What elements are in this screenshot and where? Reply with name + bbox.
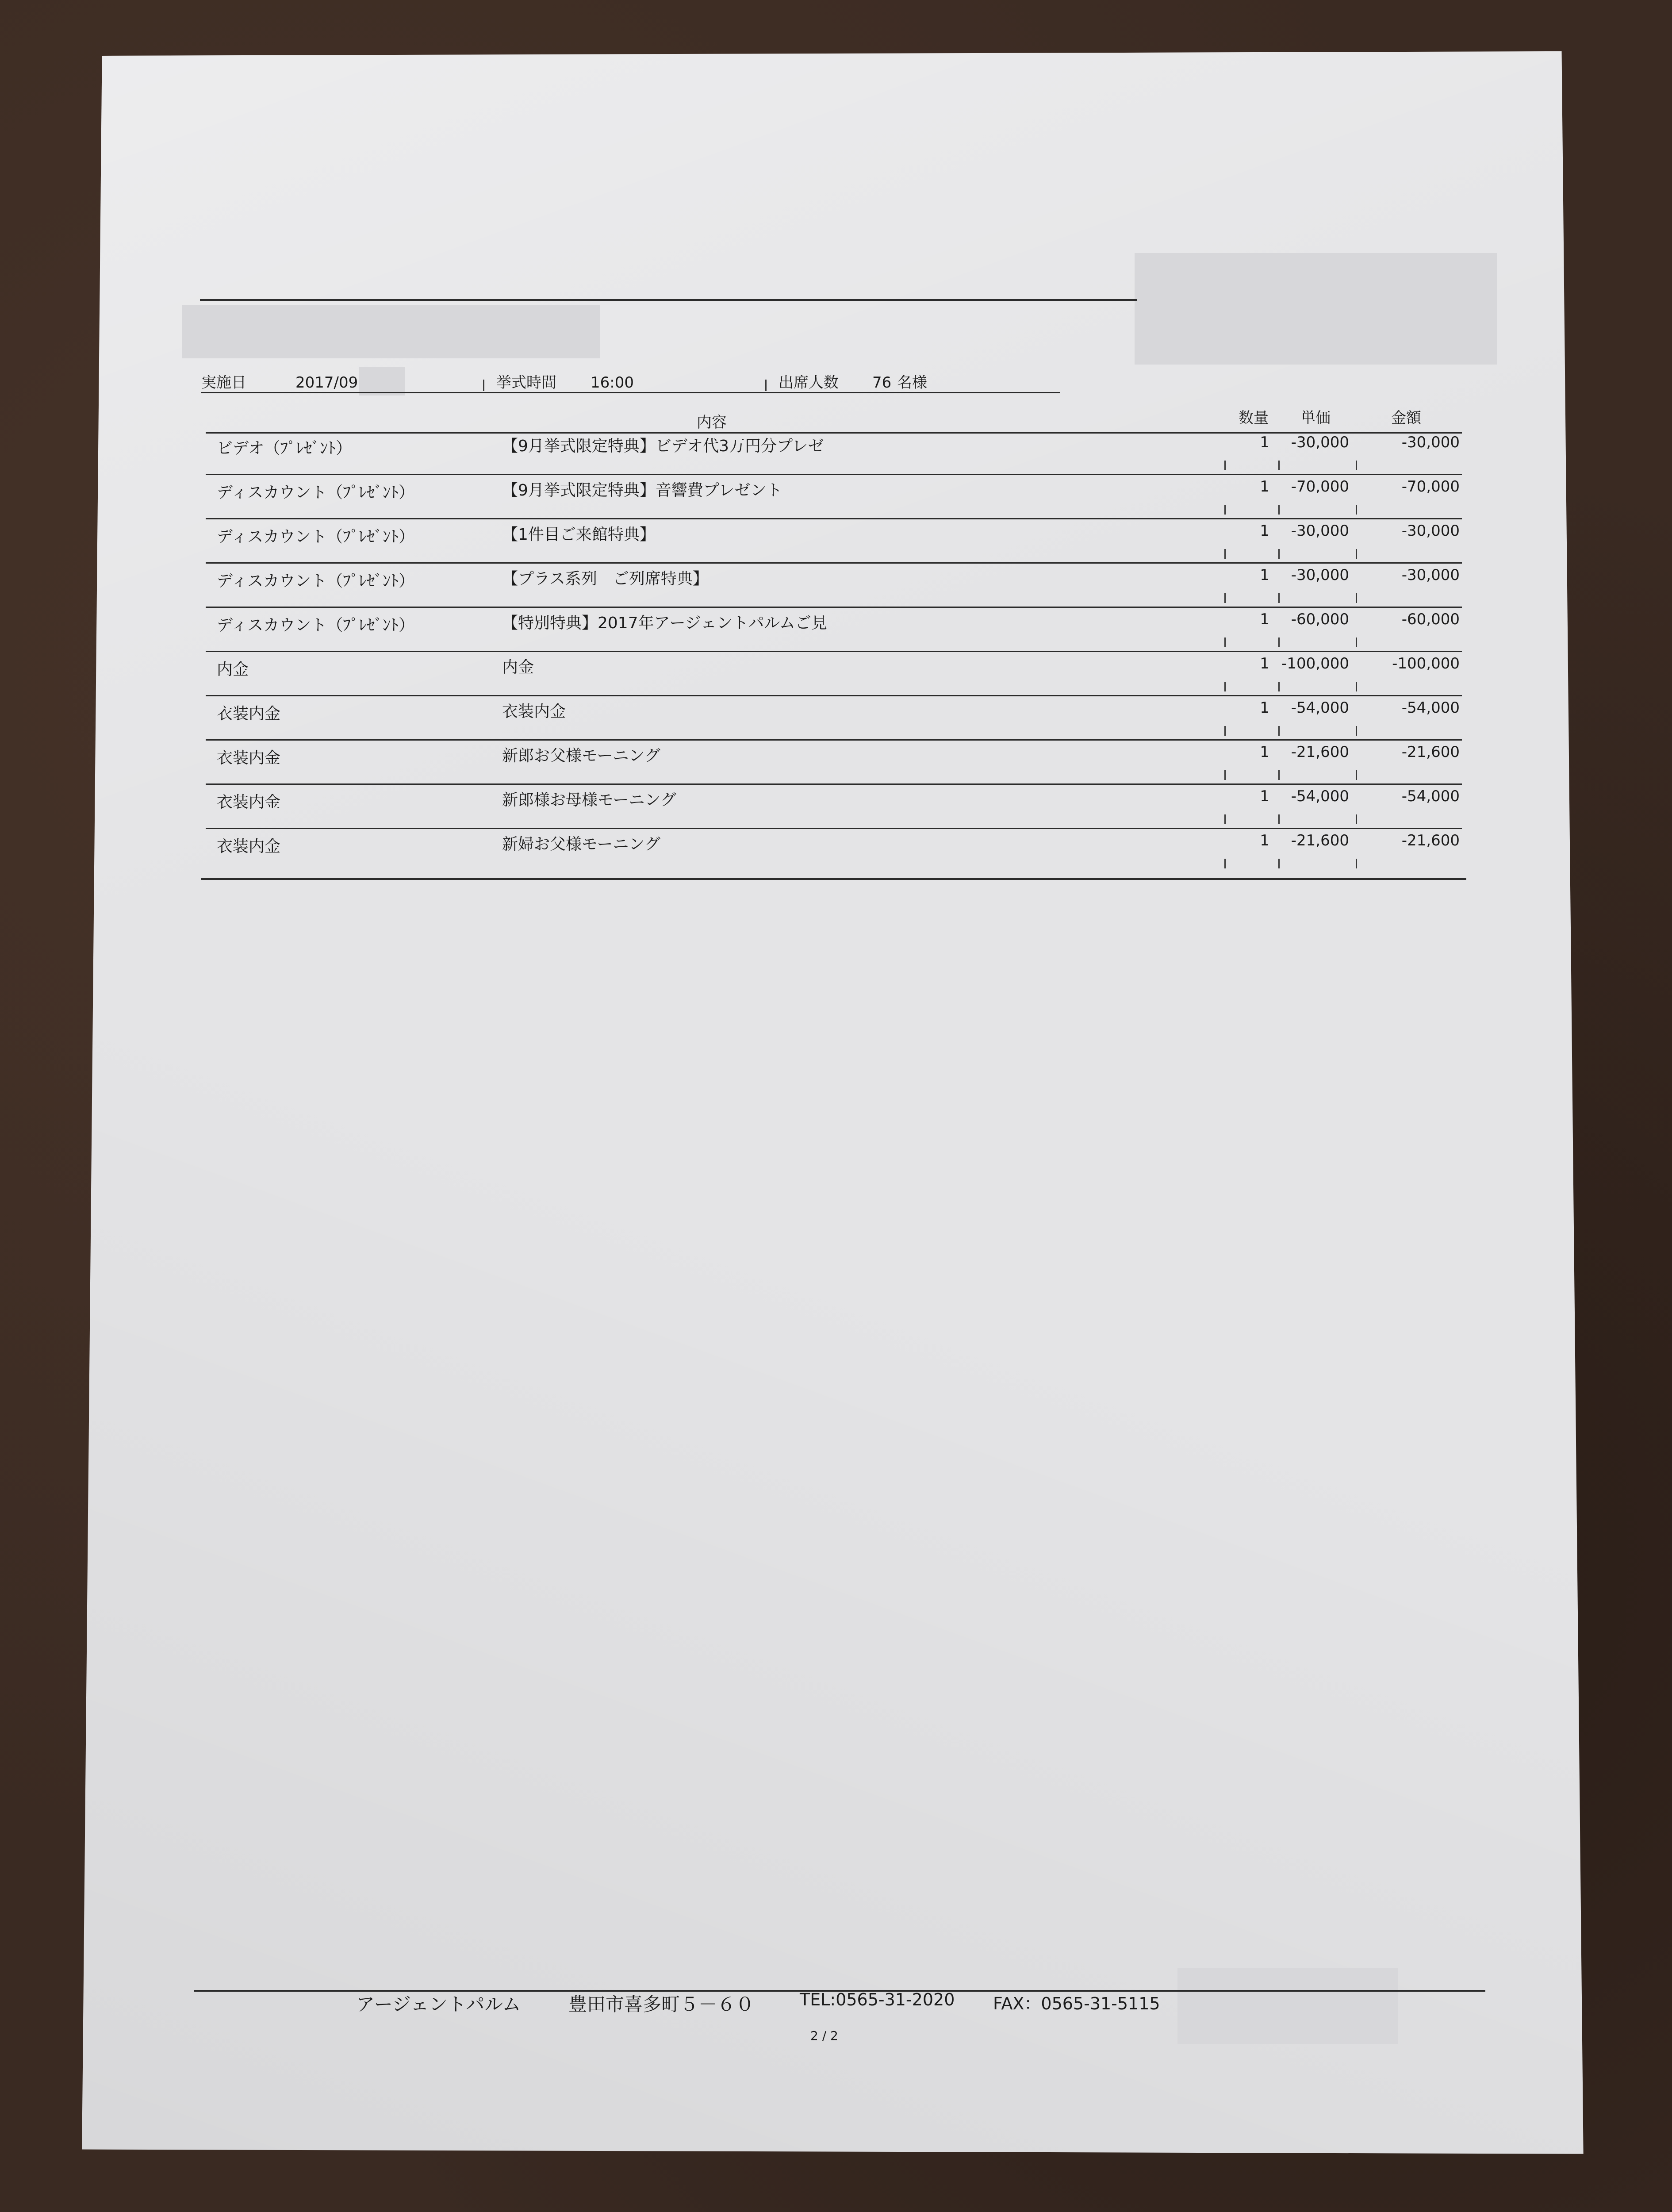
table-row <box>0 613 1672 657</box>
row-amount: -54,000 <box>1401 787 1460 805</box>
table-row <box>0 787 1672 834</box>
row-divider <box>206 562 1462 564</box>
row-divider <box>206 474 1462 475</box>
row-quantity: 1 <box>1260 522 1269 540</box>
row-amount: -100,000 <box>1392 655 1460 672</box>
row-divider <box>206 739 1462 741</box>
table-row <box>0 745 1672 790</box>
row-description: 【特別特典】2017年アージェントパルムご見 <box>502 614 827 632</box>
row-column-tick <box>1278 505 1280 515</box>
row-unit-price: -21,600 <box>1291 832 1349 849</box>
row-amount: -21,600 <box>1401 743 1460 761</box>
row-divider <box>206 695 1462 696</box>
footer-company-name: アージェントパルム <box>356 1993 521 2015</box>
row-column-tick <box>1356 859 1357 868</box>
row-column-tick <box>1356 593 1357 603</box>
row-divider <box>206 518 1462 519</box>
row-column-tick <box>1224 637 1226 647</box>
table-row <box>0 480 1672 524</box>
row-quantity: 1 <box>1260 787 1269 805</box>
column-header-rule <box>206 432 1462 434</box>
row-item-name: ビデオ（ﾌﾟﾚｾﾞﾝﾄ） <box>217 439 352 457</box>
row-item-name: ディスカウント（ﾌﾟﾚｾﾞﾝﾄ） <box>217 484 415 502</box>
row-description: 内金 <box>502 658 534 676</box>
header-separator-1 <box>483 380 484 391</box>
table-row <box>0 657 1672 701</box>
row-item-name: 衣装内金 <box>217 749 281 767</box>
guests-unit: 名様 <box>897 374 927 392</box>
date-label: 実施日 <box>201 374 246 392</box>
row-column-tick <box>1224 682 1226 691</box>
page-number: 2 / 2 <box>810 2028 838 2043</box>
row-description: 衣装内金 <box>502 703 566 721</box>
row-column-tick <box>1356 814 1357 824</box>
row-description: 新郎様お母様モーニング <box>502 791 676 809</box>
row-column-tick <box>1224 461 1226 470</box>
row-description: 新婦お父様モーニング <box>502 835 660 853</box>
ceremony-time-label: 挙式時間 <box>496 374 556 392</box>
row-amount: -21,600 <box>1401 832 1460 849</box>
row-quantity: 1 <box>1260 611 1269 628</box>
row-column-tick <box>1356 770 1357 780</box>
row-amount: -30,000 <box>1401 522 1460 540</box>
redacted-block-title <box>182 305 600 358</box>
row-unit-price: -54,000 <box>1291 699 1349 717</box>
row-quantity: 1 <box>1260 699 1269 717</box>
footer-address: 豊田市喜多町５－６０ <box>568 1993 755 2015</box>
row-column-tick <box>1224 770 1226 780</box>
row-item-name: 内金 <box>217 661 249 679</box>
row-column-tick <box>1356 726 1357 736</box>
row-column-tick <box>1224 726 1226 736</box>
date-value: 2017/09 <box>295 374 358 392</box>
row-unit-price: -100,000 <box>1281 655 1349 672</box>
row-column-tick <box>1224 593 1226 603</box>
row-item-name: ディスカウント（ﾌﾟﾚｾﾞﾝﾄ） <box>217 528 415 546</box>
row-divider <box>206 651 1462 652</box>
row-amount: -70,000 <box>1401 478 1460 495</box>
row-description: 新郎お父様モーニング <box>502 747 660 765</box>
row-quantity: 1 <box>1260 743 1269 761</box>
row-column-tick <box>1278 682 1280 691</box>
row-description: 【9月挙式限定特典】音響費プレゼント <box>502 481 782 499</box>
row-unit-price: -54,000 <box>1291 787 1349 805</box>
row-unit-price: -60,000 <box>1291 611 1349 628</box>
row-column-tick <box>1278 726 1280 736</box>
row-column-tick <box>1224 505 1226 515</box>
row-column-tick <box>1356 682 1357 691</box>
table-row <box>0 834 1672 878</box>
row-column-tick <box>1278 770 1280 780</box>
redacted-block-footer <box>1177 1968 1398 2044</box>
row-column-tick <box>1224 814 1226 824</box>
guests-value: 76 <box>872 374 892 392</box>
footer-fax: FAX：0565-31-5115 <box>993 1994 1160 2013</box>
row-item-name: 衣装内金 <box>217 837 281 856</box>
row-unit-price: -21,600 <box>1291 743 1349 761</box>
row-quantity: 1 <box>1260 566 1269 584</box>
row-amount: -30,000 <box>1401 434 1460 451</box>
table-row <box>0 568 1672 613</box>
footer-tel: TEL:0565-31-2020 <box>800 1990 955 2009</box>
header-info-underline <box>201 392 1060 393</box>
redacted-block-date-day <box>359 367 405 396</box>
row-amount: -54,000 <box>1401 699 1460 717</box>
row-column-tick <box>1356 549 1357 559</box>
header-top-rule <box>200 299 1137 301</box>
table-row <box>0 436 1672 480</box>
column-header-quantity: 数量 <box>1239 409 1269 427</box>
row-column-tick <box>1278 637 1280 647</box>
row-column-tick <box>1356 637 1357 647</box>
column-header-amount: 金額 <box>1391 409 1421 427</box>
row-divider <box>206 828 1462 829</box>
row-amount: -30,000 <box>1401 566 1460 584</box>
ceremony-time-value: 16:00 <box>591 374 634 392</box>
row-item-name: 衣装内金 <box>217 705 281 723</box>
row-item-name: 衣装内金 <box>217 793 281 811</box>
row-unit-price: -30,000 <box>1291 434 1349 451</box>
table-row <box>0 701 1672 745</box>
row-description: 【プラス系列 ご列席特典】 <box>502 570 709 588</box>
column-header-description: 内容 <box>697 414 727 431</box>
row-divider <box>206 607 1462 608</box>
row-divider <box>206 783 1462 785</box>
row-column-tick <box>1224 549 1226 559</box>
row-column-tick <box>1278 461 1280 470</box>
row-item-name: ディスカウント（ﾌﾟﾚｾﾞﾝﾄ） <box>217 572 415 590</box>
row-unit-price: -30,000 <box>1291 566 1349 584</box>
row-column-tick <box>1356 461 1357 470</box>
column-header-unit-price: 単価 <box>1300 409 1331 427</box>
row-quantity: 1 <box>1260 832 1269 849</box>
row-column-tick <box>1278 549 1280 559</box>
row-column-tick <box>1356 505 1357 515</box>
row-description: 【9月挙式限定特典】ビデオ代3万円分プレゼ <box>502 437 824 455</box>
row-item-name: ディスカウント（ﾌﾟﾚｾﾞﾝﾄ） <box>217 616 415 634</box>
row-column-tick <box>1278 814 1280 824</box>
row-unit-price: -30,000 <box>1291 522 1349 540</box>
redacted-block-top-right <box>1135 253 1497 365</box>
row-quantity: 1 <box>1260 655 1269 672</box>
row-column-tick <box>1278 593 1280 603</box>
row-column-tick <box>1278 859 1280 868</box>
table-bottom-rule <box>201 878 1466 880</box>
row-unit-price: -70,000 <box>1291 478 1349 495</box>
row-description: 【1件目ご来館特典】 <box>502 526 656 544</box>
guests-label: 出席人数 <box>778 374 839 392</box>
row-column-tick <box>1224 859 1226 868</box>
header-separator-2 <box>765 380 767 391</box>
row-amount: -60,000 <box>1401 611 1460 628</box>
row-quantity: 1 <box>1260 434 1269 451</box>
row-quantity: 1 <box>1260 478 1269 495</box>
table-row <box>0 524 1672 568</box>
